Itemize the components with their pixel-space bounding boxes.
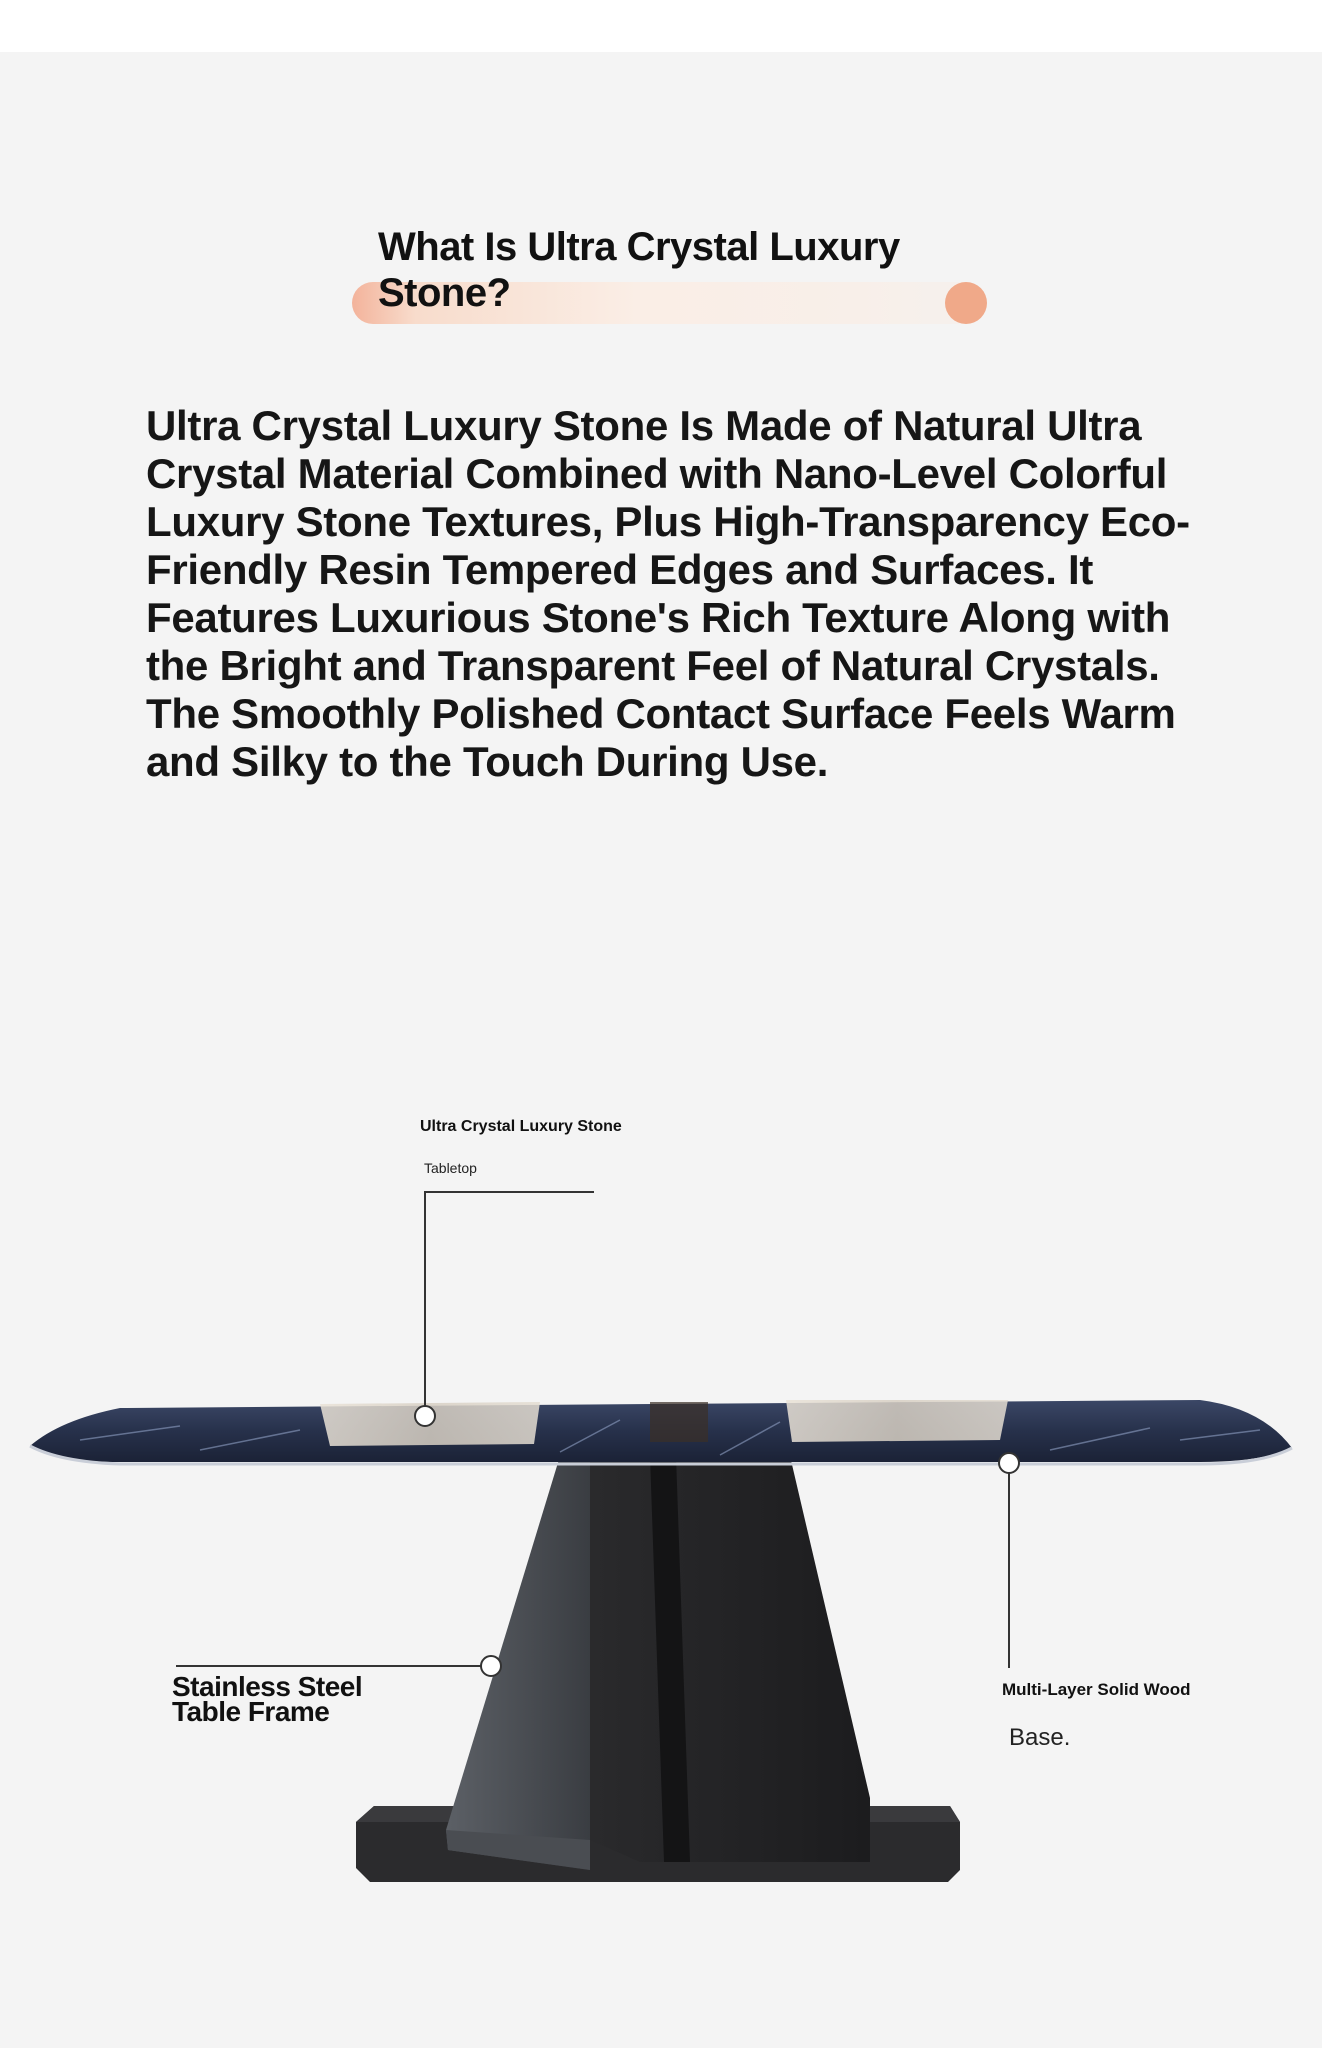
table-pedestal: [446, 1456, 870, 1870]
frame-marker: [481, 1656, 501, 1676]
stone-tabletop: [30, 1400, 1292, 1464]
frame-label: Stainless Steel Table Frame: [172, 1671, 363, 1727]
tabletop-sublabel: Tabletop: [424, 1160, 477, 1176]
base-label: Multi-Layer Solid Wood: [1002, 1680, 1191, 1699]
base-marker: [999, 1453, 1019, 1473]
tabletop-marker: [415, 1406, 435, 1426]
section-heading: What Is Ultra Crystal Luxury Stone?: [378, 225, 900, 315]
intro-paragraph: Ultra Crystal Luxury Stone Is Made of Natural Ultra Crystal Material Combined with Nano-Level Colorful Luxury Stone Textures, Plus High-Transparency Eco-Friendly Resin Tempered Edges and Surfaces. It Features Luxurious Stone's Rich Texture Along with the Bright and Transparent Feel of Natural Crystals. The Smoothly Polished Contact Surface Feels Warm and Silky to the Touch During Use.: [146, 402, 1190, 785]
tabletop-label: Ultra Crystal Luxury Stone: [420, 1118, 622, 1135]
base-sublabel: Base.: [1009, 1724, 1071, 1751]
